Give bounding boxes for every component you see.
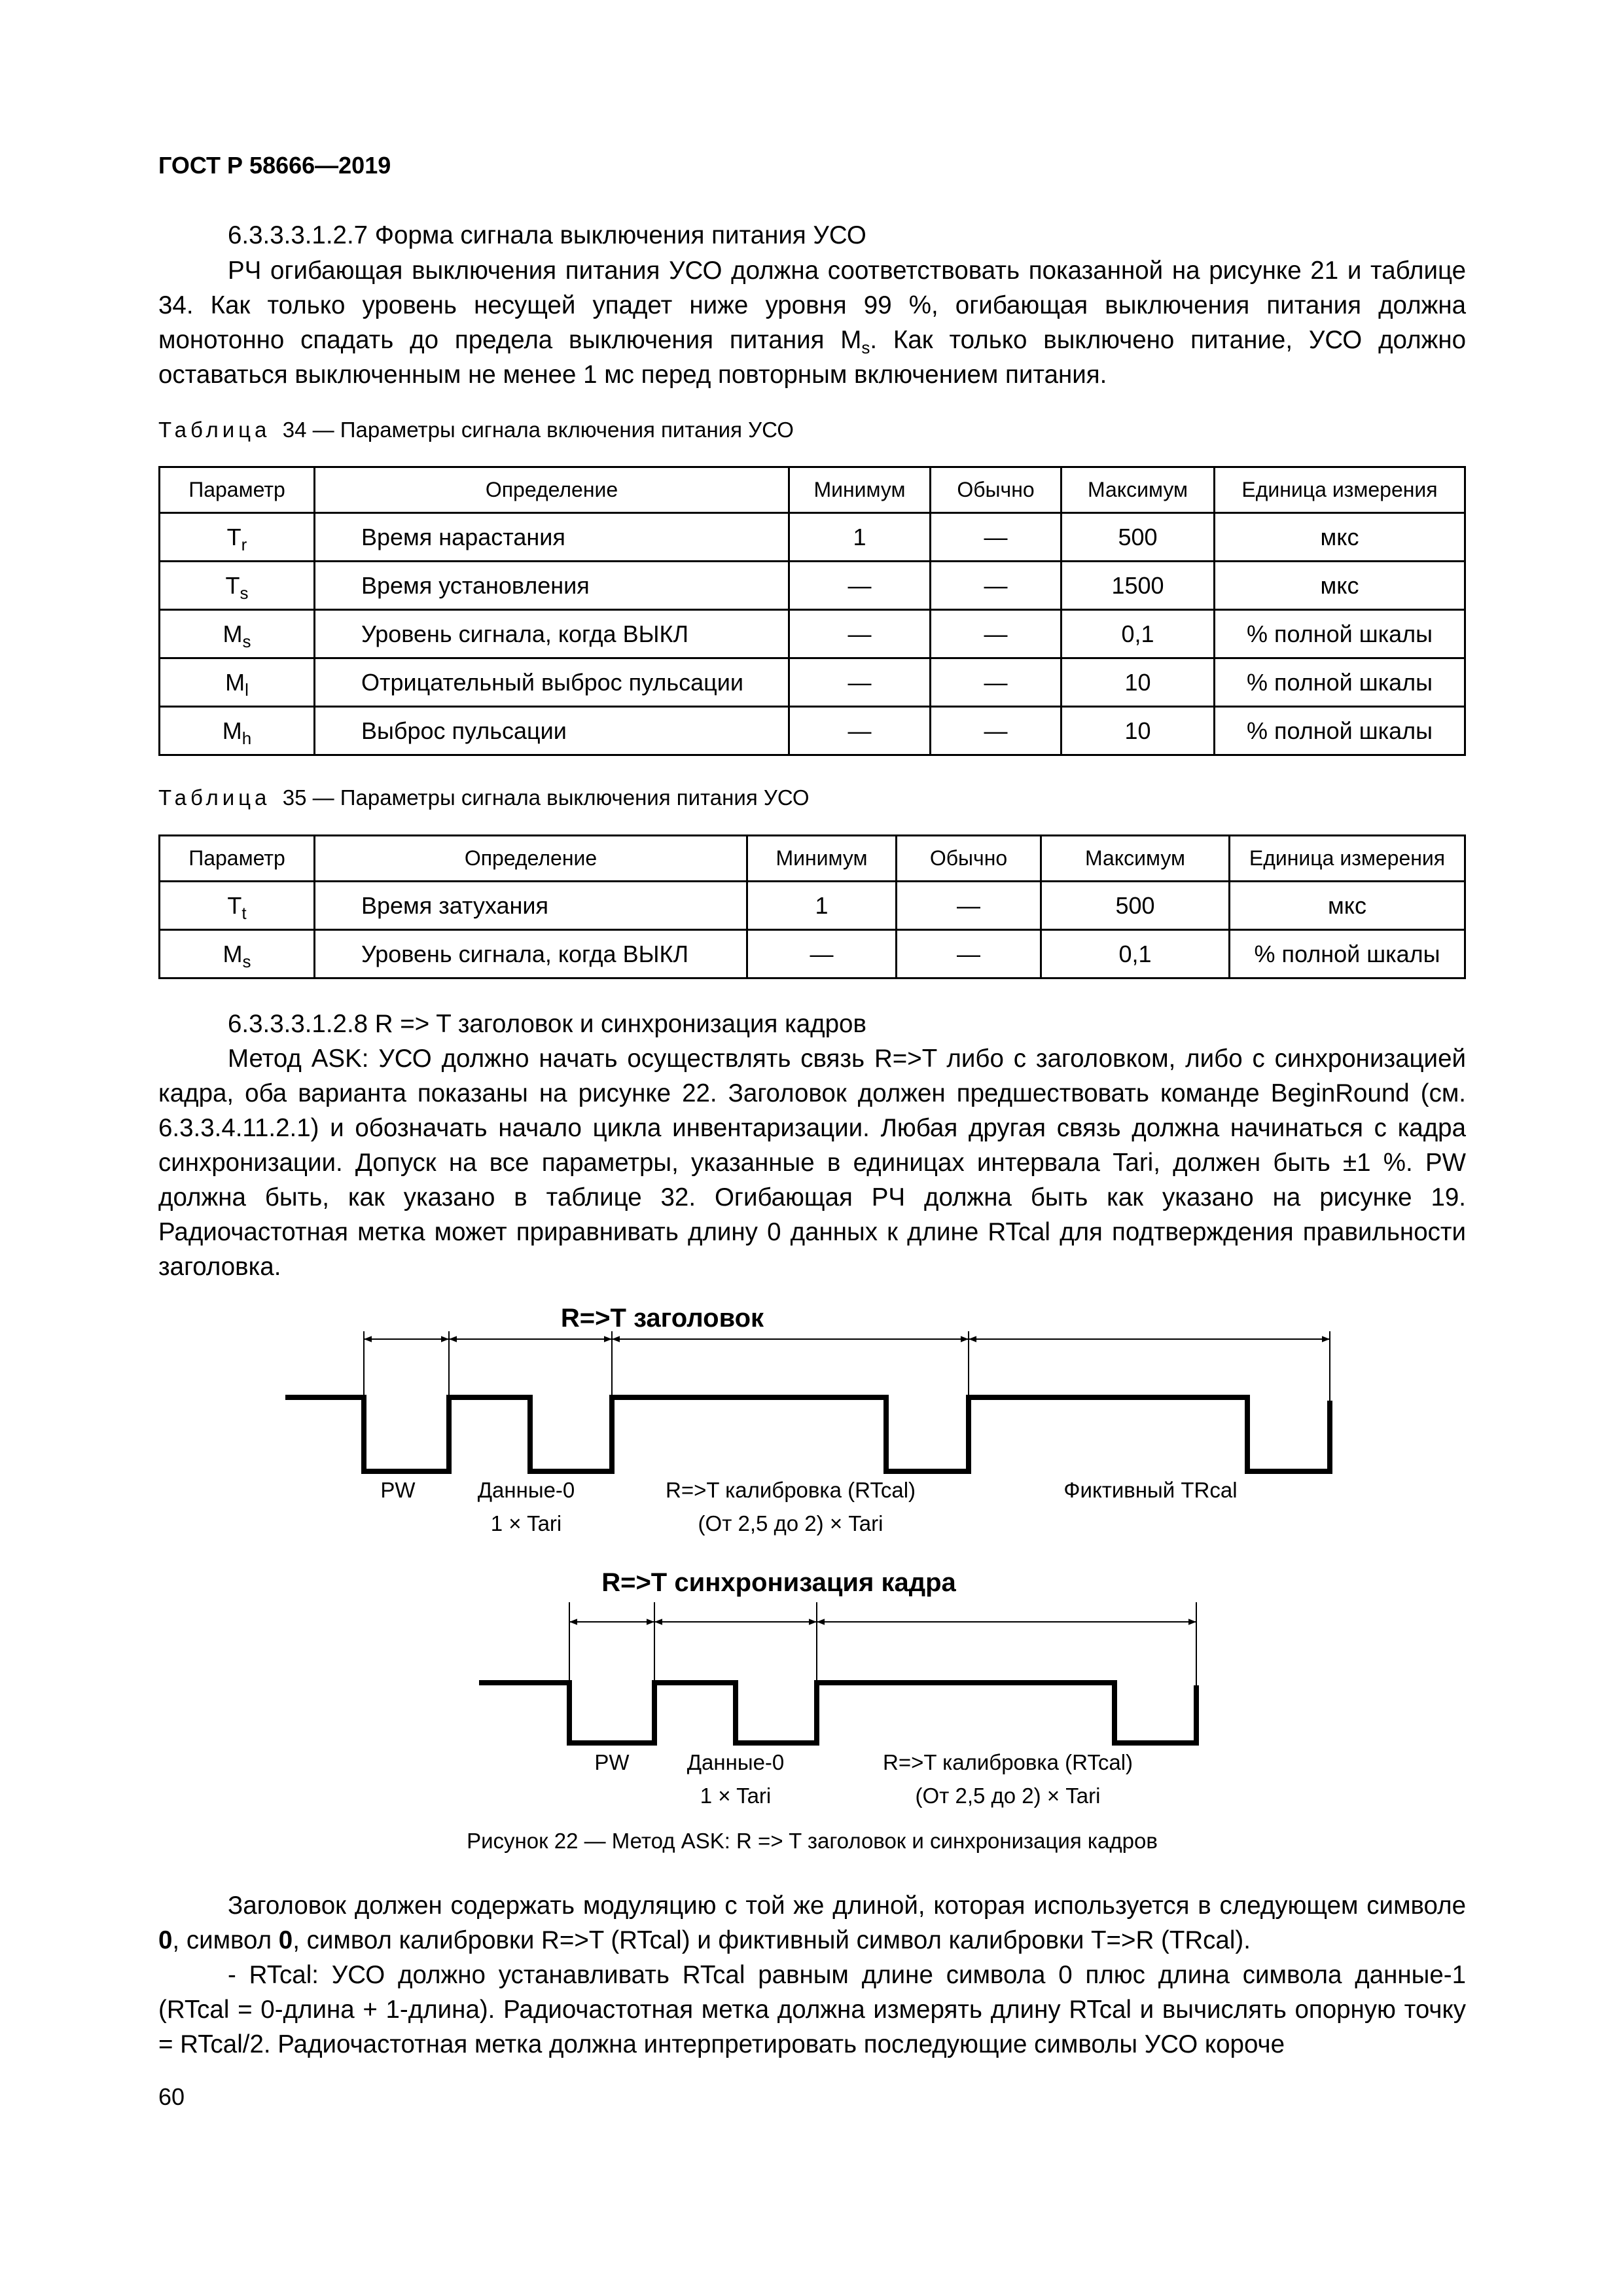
framesync-label-pw: PW <box>594 1750 630 1774</box>
paragraph-rtcal: - RTcal: УСО должно устанавливать RTcal равным длине символа 0 плюс длина символа данные-1 (RTcal = 0-длина + 1-длина). Радиочастотная метка должна измерять длину RTcal и вычислять опорную точку = RTcal/2. Радиочастотная метка должна интерпретировать последующие символы УСО короче <box>158 1961 1466 2058</box>
preamble-waveform <box>285 1397 1330 1471</box>
minimum-cell: — <box>789 658 931 707</box>
table34-caption: Таблица 34 — Параметры сигнала включения питания УСО <box>158 418 794 442</box>
parameter-cell: $T_t$ <box>160 882 315 930</box>
page-number: 60 <box>158 2083 185 2110</box>
framesync-title: R=>T синхронизация кадра <box>601 1568 956 1597</box>
preamble-label-rtcal: R=>T калибровка (RTcal) <box>665 1478 916 1502</box>
preamble-dimension-lines <box>364 1331 1330 1414</box>
unit-cell: мкс <box>1215 562 1465 610</box>
maximum-cell: 0,1 <box>1041 930 1230 978</box>
unit-cell: % полной шкалы <box>1215 658 1465 707</box>
typical-cell: — <box>931 562 1061 610</box>
section-paragraph-1: РЧ огибающая выключения питания УСО должна соответствовать показанной на рисунке 21 и таблице 34. Как только уровень несущей упадет ниже уровня 99 %, огибающая выключения питания должна монотонно спадать до предела выключения питания $M_s$. Как только выключено питание, УСО должно оставаться выключенным не менее 1 мс перед повторным включением питания. <box>158 257 1466 389</box>
header-cell: Параметр <box>160 467 315 513</box>
preamble-sublabel-tari: 1 × Tari <box>490 1511 562 1535</box>
minimum-cell: — <box>789 707 931 755</box>
definition-cell: Время установления <box>315 562 789 610</box>
header-cell: Параметр <box>160 836 315 882</box>
framesync-sublabel-tari: 1 × Tari <box>700 1784 772 1808</box>
section-title-6-3-3-3-1-2-7: 6.3.3.3.1.2.7 Форма сигнала выключения питания УСО <box>228 221 866 249</box>
header-cell: Обычно <box>931 467 1061 513</box>
definition-cell: Уровень сигнала, когда ВЫКЛ <box>315 610 789 658</box>
section-title-6-3-3-3-1-2-8: 6.3.3.3.1.2.8 R => T заголовок и синхронизация кадров <box>228 1010 866 1038</box>
header-cell: Минимум <box>789 467 931 513</box>
header-cell: Максимум <box>1061 467 1215 513</box>
header-cell: Определение <box>315 836 747 882</box>
minimum-cell: 1 <box>789 513 931 562</box>
definition-cell: Время затухания <box>315 882 747 930</box>
unit-cell: % полной шкалы <box>1215 707 1465 755</box>
typical-cell: — <box>897 882 1041 930</box>
definition-cell: Выброс пульсации <box>315 707 789 755</box>
unit-cell: % полной шкалы <box>1230 930 1465 978</box>
table35-caption: Таблица 35 — Параметры сигнала выключения питания УСО <box>158 785 810 810</box>
parameter-cell: $M_s$ <box>160 930 315 978</box>
maximum-cell: 500 <box>1061 513 1215 562</box>
document-header: ГОСТ Р 58666—2019 <box>158 152 391 179</box>
parameter-cell: $M_s$ <box>160 610 315 658</box>
header-cell: Определение <box>315 467 789 513</box>
framesync-waveform <box>479 1683 1196 1743</box>
definition-cell: Отрицательный выброс пульсации <box>315 658 789 707</box>
preamble-title: R=>T заголовок <box>560 1304 764 1333</box>
typical-cell: — <box>931 610 1061 658</box>
maximum-cell: 0,1 <box>1061 610 1215 658</box>
typical-cell: — <box>931 658 1061 707</box>
parameter-cell: $T_r$ <box>160 513 315 562</box>
preamble-label-trcal: Фиктивный TRcal <box>1063 1478 1238 1502</box>
maximum-cell: 10 <box>1061 707 1215 755</box>
header-cell: Минимум <box>747 836 897 882</box>
framesync-label-data0: Данные-0 <box>687 1750 785 1774</box>
parameter-cell: $M_l$ <box>160 658 315 707</box>
typical-cell: — <box>931 513 1061 562</box>
preamble-label-data0: Данные-0 <box>477 1478 575 1502</box>
header-cell: Обычно <box>897 836 1041 882</box>
framesync-label-rtcal: R=>T калибровка (RTcal) <box>882 1750 1133 1774</box>
maximum-cell: 10 <box>1061 658 1215 707</box>
parameter-cell: $T_s$ <box>160 562 315 610</box>
minimum-cell: — <box>747 930 897 978</box>
header-cell: Единица измерения <box>1230 836 1465 882</box>
unit-cell: мкс <box>1215 513 1465 562</box>
minimum-cell: — <box>789 562 931 610</box>
paragraph-preamble-symbols: Заголовок должен содержать модуляцию с той же длиной, которая используется в следующем символе 0, символ 0, символ калибровки R=>T (RTcal) и фиктивный символ калибровки T=>R (TRcal). <box>158 1892 1466 1954</box>
definition-cell: Уровень сигнала, когда ВЫКЛ <box>315 930 747 978</box>
header-cell: Единица измерения <box>1215 467 1465 513</box>
maximum-cell: 1500 <box>1061 562 1215 610</box>
header-cell: Максимум <box>1041 836 1230 882</box>
typical-cell: — <box>897 930 1041 978</box>
parameter-cell: $M_h$ <box>160 707 315 755</box>
framesync-sublabel-rtcal: (От 2,5 до 2) × Tari <box>915 1784 1101 1808</box>
preamble-sublabel-rtcal: (От 2,5 до 2) × Tari <box>698 1511 883 1535</box>
figure-caption: Рисунок 22 — Метод ASK: R => T заголовок и синхронизация кадров <box>467 1829 1158 1853</box>
definition-cell: Время нарастания <box>315 513 789 562</box>
minimum-cell: — <box>789 610 931 658</box>
maximum-cell: 500 <box>1041 882 1230 930</box>
unit-cell: мкс <box>1230 882 1465 930</box>
minimum-cell: 1 <box>747 882 897 930</box>
preamble-label-pw: PW <box>380 1478 416 1502</box>
typical-cell: — <box>931 707 1061 755</box>
unit-cell: % полной шкалы <box>1215 610 1465 658</box>
section-paragraph-2: Метод ASK: УСО должно начать осуществлять связь R=>T либо с заголовком, либо с синхронизацией кадра, оба варианта показаны на рисунке 22. Заголовок должен предшествовать команде BeginRound (см. 6.3.3.4.11.2.1) и обозначать начало цикла инвентаризации. Любая другая связь должна начинаться с кадра синхронизации. Допуск на все параметры, указанные в единицах интервала Tari, должен быть ±1 %. PW должна быть, как указано в таблице 32. Огибающая РЧ должна быть как указано на рисунке 19. Радиочастотная метка может приравнивать длину 0 данных к длине RTcal для подтверждения правильности заголовка. <box>158 1045 1466 1281</box>
